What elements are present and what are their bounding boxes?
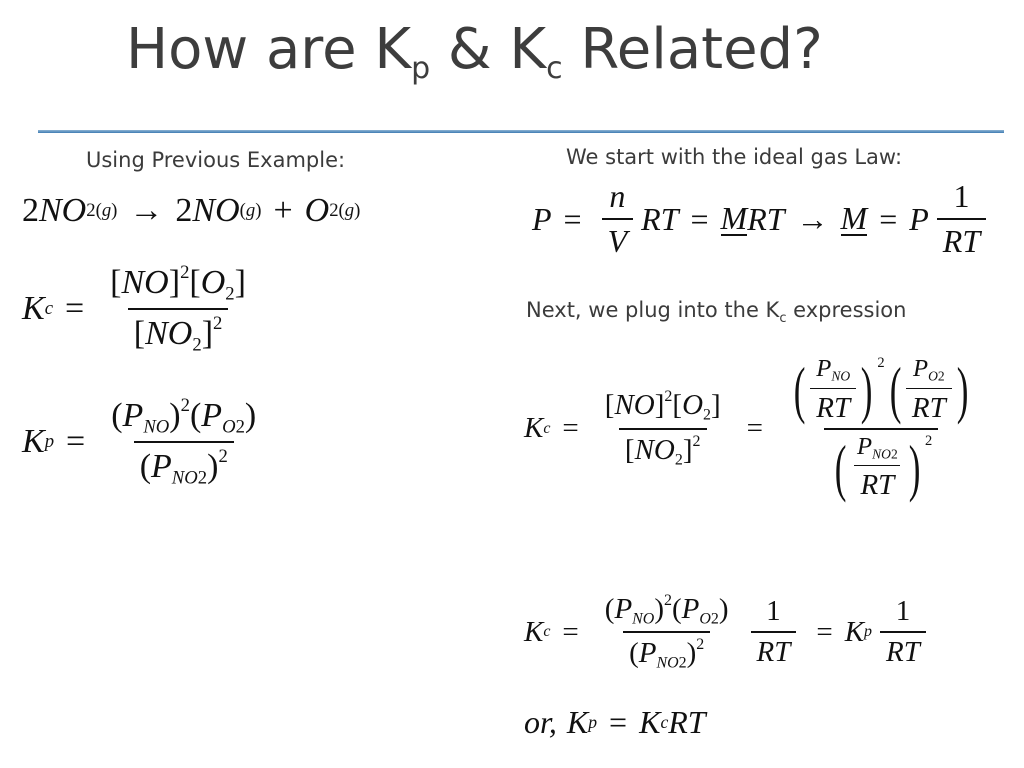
ideal-gas-label: We start with the ideal gas Law: [566,145,903,169]
kc-expression-label: Next, we plug into the $K_c$ expression [526,298,907,327]
using-previous-example-label: Using Previous Example: [86,148,346,172]
slide-title: How are $K_p$ & $K_c$ Related? [126,17,823,86]
title-divider [38,130,1004,133]
kc-pressure-substitution: K c = $\frac{[NO]^2[O_2]}{[NO_2]^2}$ = ( $\frac{P_{NO}}{RT}$ ) $^2$ ( $\frac{P_{O2}}{RT}$ ) ( $\frac{P_{NO2}}{RT}$ ) $^2$ [524,353,969,503]
final-relation: or, K p = K c RT [524,704,706,740]
reaction-equation: 2 NO 2(g) → 2 NO (g) + O 2(g) [22,192,361,229]
ideal-gas-equation: P = $\frac{n}{V}$ RT = M RT → M = P $\frac{1}{RT}$ [532,178,994,260]
or-label: or, [524,704,557,740]
kc-equation: K c = $\frac{[NO]^2[O_2]}{[NO_2]^2}$ [22,262,246,356]
kp-equation: K p = $\frac{(P_{NO})^2(P_{O2})}{(P_{NO2})^2}$ [22,395,257,489]
kc-kp-relation: K c = $\frac{(P_{NO})^2(P_{O2})}{(P_{NO2})^2}$ $\frac{1}{RT}$ = K p $\frac{1}{RT}$ [524,592,934,673]
